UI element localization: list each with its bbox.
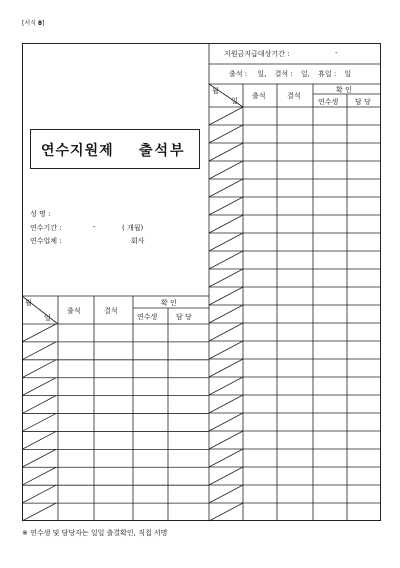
right-day-header: 일 [231,97,238,105]
left-manager-header: 담 당 [176,313,192,321]
right-date-cell-diagonal [209,251,243,269]
company-value: 회사 [131,237,145,245]
right-date-cell-diagonal [209,503,243,521]
absent-summary-label: 결석 : [274,70,293,78]
right-date-cell-diagonal [209,467,243,485]
left-attend-header: 출석 [67,307,81,315]
left-trainee-header: 연수생 [137,313,158,321]
right-absent-header: 결석 [287,92,301,100]
left-date-cell-diagonal [22,396,56,414]
attend-summary-unit: 일, [257,70,267,78]
right-confirm-header: 확 인 [336,86,352,94]
left-date-cell-diagonal [22,467,56,485]
left-date-cell-diagonal [22,414,56,432]
right-date-cell-diagonal [209,413,243,431]
left-date-cell-diagonal [22,431,56,449]
left-date-cell-diagonal [22,449,56,467]
right-date-cell-diagonal [209,305,243,323]
title-box [30,129,200,169]
left-date-cell-diagonal [22,378,56,396]
form-label-prefix: [서식 [22,20,38,27]
left-month-header: 월 [25,299,32,307]
page-title-sub: 출석부 [139,143,186,159]
company-label: 연수업체 : [30,237,62,245]
attend-summary-label: 출석 : [229,70,248,78]
right-date-cell-diagonal [209,233,243,251]
form-label-number: 8 [37,20,43,27]
right-date-cell-diagonal [209,125,243,143]
right-month-header: 월 [212,87,219,95]
holiday-summary-unit: 일 [344,70,352,78]
name-label: 성 명 : [30,210,51,218]
left-day-header: 일 [44,314,51,322]
right-date-cell-diagonal [209,161,243,179]
left-confirm-header: 확 인 [161,299,177,307]
support-period-value: - [335,49,338,57]
page-title-main: 연수지원제 [41,143,114,159]
right-date-cell-diagonal [209,143,243,161]
holiday-summary-label: 휴일 : [318,70,337,78]
right-date-cell-diagonal [209,287,243,305]
period-label: 연수기간 : [30,224,62,232]
left-date-cell-diagonal [22,485,56,503]
right-date-cell-diagonal [209,395,243,413]
right-date-cell-diagonal [209,377,243,395]
right-date-cell-diagonal [209,107,243,125]
period-months: ( 개월) [122,224,144,232]
right-date-cell-diagonal [209,431,243,449]
right-date-cell-diagonal [209,215,243,233]
right-date-cell-diagonal [209,341,243,359]
form-label-suffix: ] [42,20,45,27]
left-date-cell-diagonal [22,360,56,378]
right-trainee-header: 연수생 [318,98,339,106]
left-date-cell-diagonal [22,324,56,342]
right-date-cell-diagonal [209,449,243,467]
right-date-cell-diagonal [209,197,243,215]
attendance-summary [229,69,351,79]
footnote: ※ 연수생 및 담당자는 일일 출결확인, 직접 서명 [22,529,168,537]
right-date-cell-diagonal [209,323,243,341]
period-value: - [93,223,96,231]
support-period-label: 지원금지급대상기간 : [224,50,290,58]
right-attend-header: 출석 [252,92,266,100]
right-date-cell-diagonal [209,485,243,503]
left-date-cell-diagonal [22,503,56,521]
right-date-cell-diagonal [209,269,243,287]
right-date-cell-diagonal [209,179,243,197]
absent-summary-unit: 일, [300,70,310,78]
right-manager-header: 담 당 [355,98,371,106]
right-date-cell-diagonal [209,359,243,377]
left-date-cell-diagonal [22,342,56,360]
left-absent-header: 결석 [104,307,118,315]
